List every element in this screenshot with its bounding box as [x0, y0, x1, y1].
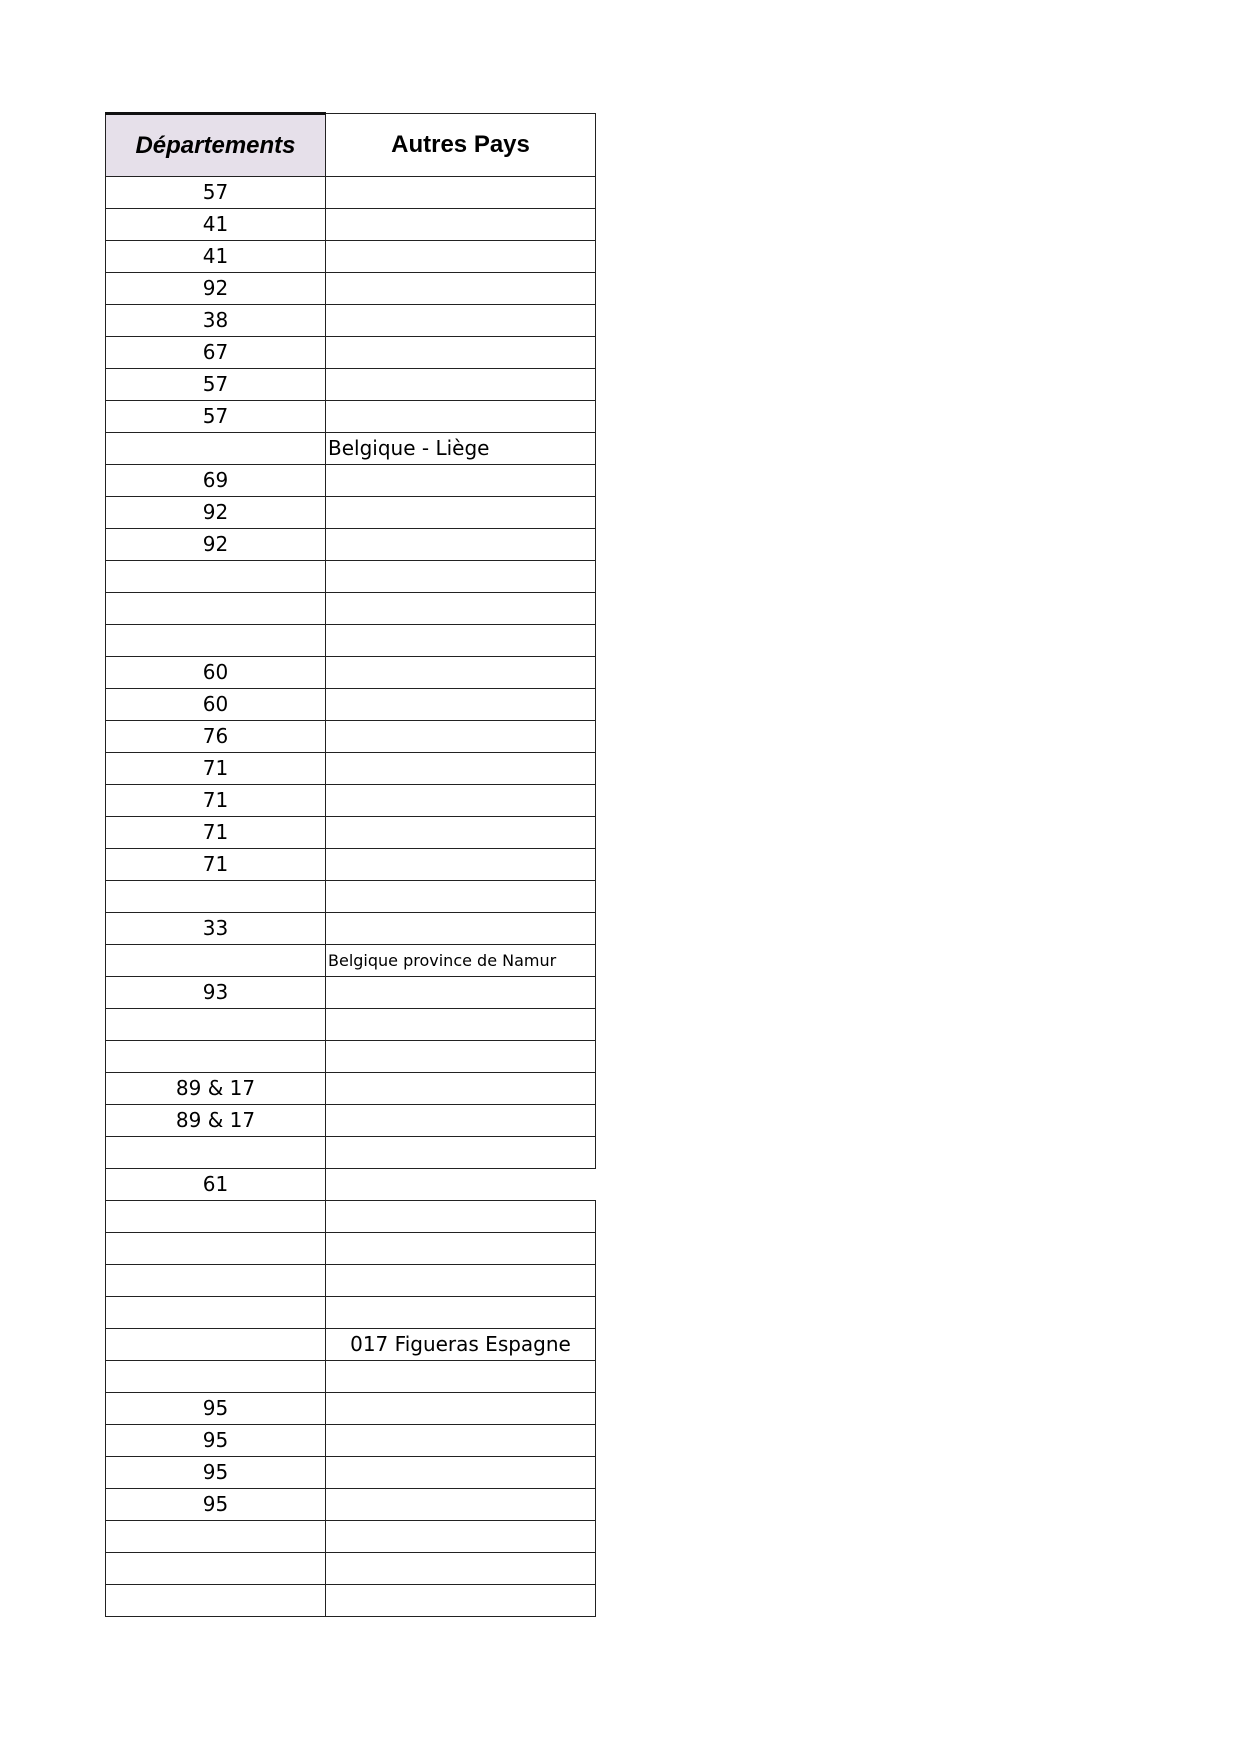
departement-cell: 61: [106, 1169, 326, 1201]
header-departements: Départements: [106, 114, 326, 177]
table-row: [106, 881, 596, 913]
autres-pays-cell: [326, 369, 596, 401]
table-row: [106, 433, 596, 465]
table-row: [106, 689, 596, 721]
autres-pays-cell: [326, 1201, 596, 1233]
departement-cell: 69: [106, 465, 326, 497]
table-row: [106, 1105, 596, 1137]
departement-cell: 89 & 17: [106, 1105, 326, 1137]
autres-pays-cell: [326, 1297, 596, 1329]
departement-cell: [106, 1233, 326, 1265]
table-row: [106, 593, 596, 625]
autres-pays-cell: [326, 1457, 596, 1489]
departements-table: [105, 112, 596, 1617]
departement-cell: 92: [106, 529, 326, 561]
autres-pays-cell: [326, 209, 596, 241]
departement-cell: 93: [106, 977, 326, 1009]
autres-pays-cell: [326, 1009, 596, 1041]
table-row: [106, 625, 596, 657]
departement-cell: [106, 1521, 326, 1553]
autres-pays-cell: [326, 1361, 596, 1393]
departement-cell: [106, 1553, 326, 1585]
departement-cell: [106, 593, 326, 625]
table-row: [106, 1201, 596, 1233]
autres-pays-cell: [326, 881, 596, 913]
header-row: [106, 114, 596, 177]
autres-pays-cell: [326, 1073, 596, 1105]
autres-pays-cell: [326, 305, 596, 337]
autres-pays-cell: [326, 593, 596, 625]
autres-pays-cell: [326, 529, 596, 561]
autres-pays-cell: [326, 1233, 596, 1265]
departement-cell: [106, 433, 326, 465]
autres-pays-cell: [326, 1041, 596, 1073]
table-row: [106, 1361, 596, 1393]
table-row: [106, 817, 596, 849]
autres-pays-cell: [326, 1137, 596, 1169]
departement-cell: 57: [106, 369, 326, 401]
departement-cell: 33: [106, 913, 326, 945]
table-row: [106, 913, 596, 945]
table-row: [106, 1489, 596, 1521]
departement-cell: 92: [106, 273, 326, 305]
departement-cell: 41: [106, 209, 326, 241]
departement-cell: 71: [106, 849, 326, 881]
table-row: [106, 369, 596, 401]
autres-pays-cell: 017 Figueras Espagne: [326, 1329, 596, 1361]
table-row: [106, 977, 596, 1009]
autres-pays-cell: Belgique - Liège: [326, 433, 596, 465]
table-row: [106, 465, 596, 497]
autres-pays-cell: Belgique province de Namur: [326, 945, 596, 977]
table-row: [106, 305, 596, 337]
departement-cell: 76: [106, 721, 326, 753]
autres-pays-cell: [326, 1585, 596, 1617]
table-row: [106, 241, 596, 273]
table-row: [106, 1073, 596, 1105]
autres-pays-cell: [326, 721, 596, 753]
departement-cell: [106, 1137, 326, 1169]
departement-cell: 92: [106, 497, 326, 529]
spreadsheet-page: [105, 112, 596, 1617]
autres-pays-cell: [326, 1265, 596, 1297]
departement-cell: 60: [106, 689, 326, 721]
autres-pays-cell: [326, 337, 596, 369]
table-row: [106, 1041, 596, 1073]
autres-pays-cell: [326, 785, 596, 817]
autres-pays-cell: [326, 561, 596, 593]
autres-pays-cell: [326, 1169, 596, 1201]
departement-cell: [106, 561, 326, 593]
table-row: [106, 849, 596, 881]
autres-pays-cell: [326, 1489, 596, 1521]
table-row: [106, 1521, 596, 1553]
autres-pays-cell: [326, 689, 596, 721]
autres-pays-cell: [326, 465, 596, 497]
table-row: [106, 337, 596, 369]
departement-cell: 60: [106, 657, 326, 689]
table-row: [106, 753, 596, 785]
departement-cell: [106, 945, 326, 977]
table-row: [106, 657, 596, 689]
departement-cell: 89 & 17: [106, 1073, 326, 1105]
autres-pays-cell: [326, 273, 596, 305]
departement-cell: [106, 1265, 326, 1297]
table-row: [106, 1457, 596, 1489]
departement-cell: 95: [106, 1489, 326, 1521]
departement-cell: 71: [106, 753, 326, 785]
table-row: [106, 177, 596, 209]
departement-cell: 71: [106, 785, 326, 817]
table-row: [106, 721, 596, 753]
table-row: [106, 561, 596, 593]
autres-pays-cell: [326, 977, 596, 1009]
table-row: [106, 209, 596, 241]
table-row: [106, 401, 596, 433]
departement-cell: 95: [106, 1457, 326, 1489]
table-row: [106, 1425, 596, 1457]
departement-cell: [106, 625, 326, 657]
departement-cell: 38: [106, 305, 326, 337]
autres-pays-cell: [326, 1553, 596, 1585]
departement-cell: 41: [106, 241, 326, 273]
departement-cell: 57: [106, 177, 326, 209]
table-row: [106, 785, 596, 817]
departement-cell: 57: [106, 401, 326, 433]
departement-cell: 95: [106, 1425, 326, 1457]
table-row: [106, 1297, 596, 1329]
autres-pays-cell: [326, 849, 596, 881]
autres-pays-cell: [326, 1105, 596, 1137]
autres-pays-cell: [326, 1393, 596, 1425]
table-row: [106, 497, 596, 529]
table-row: [106, 945, 596, 977]
header-autres-pays: Autres Pays: [326, 114, 596, 177]
departement-cell: [106, 1297, 326, 1329]
table-row: [106, 1233, 596, 1265]
autres-pays-cell: [326, 753, 596, 785]
autres-pays-cell: [326, 913, 596, 945]
autres-pays-cell: [326, 1425, 596, 1457]
autres-pays-cell: [326, 497, 596, 529]
table-row: [106, 1329, 596, 1361]
departement-cell: [106, 1009, 326, 1041]
autres-pays-cell: [326, 1521, 596, 1553]
table-row: [106, 1585, 596, 1617]
autres-pays-cell: [326, 241, 596, 273]
table-row: [106, 529, 596, 561]
table-row: [106, 1137, 596, 1169]
table-row: [106, 273, 596, 305]
autres-pays-cell: [326, 177, 596, 209]
departement-cell: 67: [106, 337, 326, 369]
departement-cell: [106, 881, 326, 913]
autres-pays-cell: [326, 817, 596, 849]
autres-pays-cell: [326, 401, 596, 433]
table-row: [106, 1393, 596, 1425]
departement-cell: [106, 1329, 326, 1361]
departement-cell: [106, 1585, 326, 1617]
autres-pays-cell: [326, 625, 596, 657]
departement-cell: 71: [106, 817, 326, 849]
departement-cell: [106, 1041, 326, 1073]
table-row: [106, 1009, 596, 1041]
departement-cell: [106, 1201, 326, 1233]
autres-pays-cell: [326, 657, 596, 689]
departement-cell: 95: [106, 1393, 326, 1425]
table-row: [106, 1169, 596, 1201]
departement-cell: [106, 1361, 326, 1393]
table-row: [106, 1265, 596, 1297]
table-body: [106, 177, 596, 1617]
table-row: [106, 1553, 596, 1585]
